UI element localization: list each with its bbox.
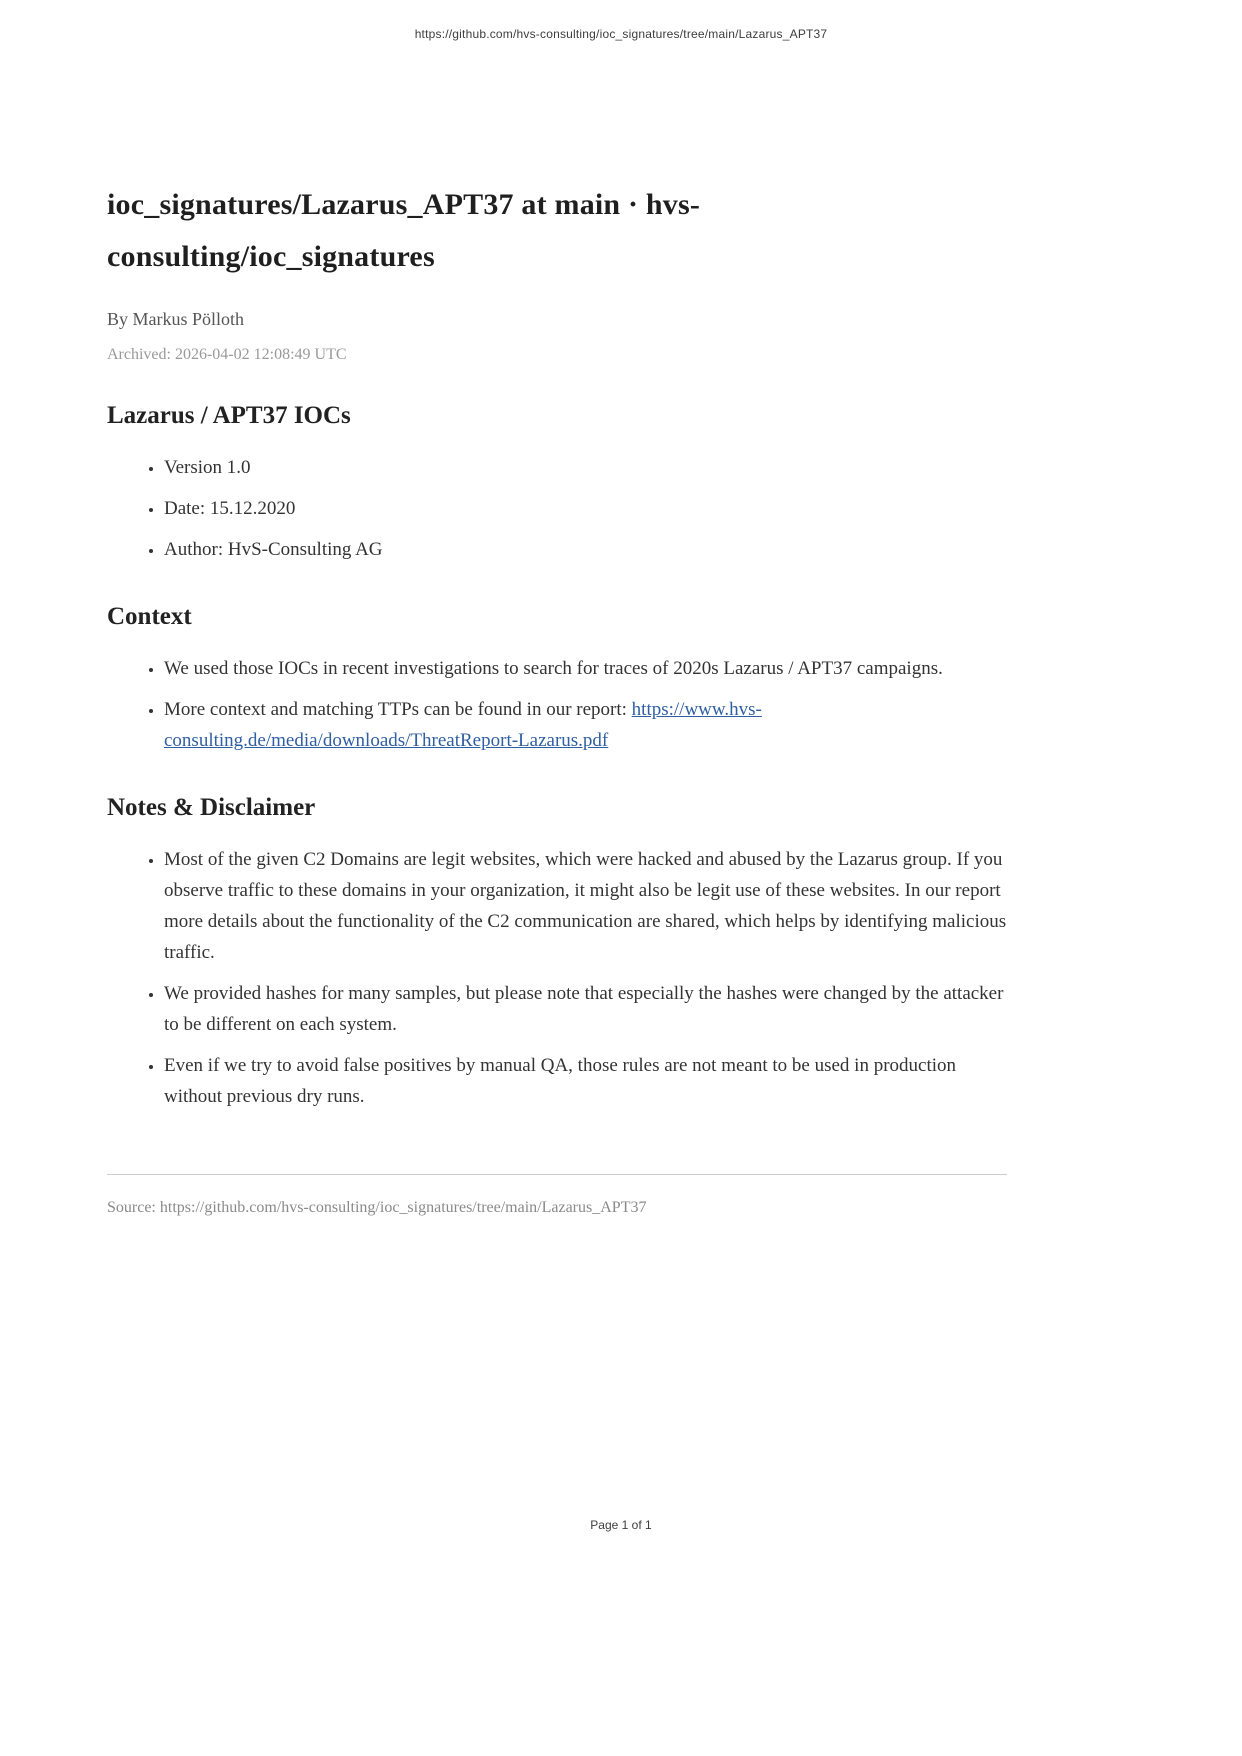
context-report-text: More context and matching TTPs can be found in our report: — [164, 699, 632, 720]
list-item: • Most of the given C2 Domains are legit websites, which were hacked and abused by the Lazarus group. If you observe traffic to these domains in your organization, it might also be legit use of these websites. In our report more details about the functionality of the C2 communication are shared, which helps by identifying malicious traffic. — [164, 844, 1007, 968]
byline: By Markus Pölloth — [107, 309, 245, 329]
document-content — [107, 41, 1007, 1217]
archived-timestamp: Archived: 2026-04-02 12:08:49 UTC — [107, 346, 347, 363]
ioc-list — [107, 452, 1007, 565]
divider — [107, 1174, 1007, 1175]
list-item: • We provided hashes for many samples, but please note that especially the hashes were changed by the attacker to be different on each system. — [164, 978, 1007, 1040]
context-list — [107, 653, 1007, 756]
print-header-url: https://github.com/hvs-consulting/ioc_signatures/tree/main/Lazarus_APT37 — [414, 27, 828, 41]
page-number: Page 1 of 1 — [590, 1518, 652, 1532]
heading-ioc-section: Lazarus / APT37 IOCs — [107, 402, 351, 429]
heading-notes-section: Notes & Disclaimer — [107, 794, 316, 821]
list-item: • Even if we try to avoid false positives by manual QA, those rules are not meant to be used in production without previous dry runs. — [164, 1050, 1007, 1112]
source-line: Source: https://github.com/hvs-consulting/ioc_signatures/tree/main/Lazarus_APT37 — [107, 1199, 647, 1216]
list-item: • We used those IOCs in recent investigations to search for traces of 2020s Lazarus / APT37 campaigns. — [164, 653, 1007, 684]
heading-context-section: Context — [107, 603, 192, 630]
notes-list — [107, 844, 1007, 1112]
list-item: • Author: HvS-Consulting AG — [164, 534, 1007, 565]
list-item — [164, 694, 1007, 756]
list-item: • Version 1.0 — [164, 452, 1007, 483]
page-title: ioc_signatures/Lazarus_APT37 at main · hvs-consulting/ioc_signatures — [107, 188, 701, 273]
list-item: • Date: 15.12.2020 — [164, 493, 1007, 524]
threat-report-link[interactable]: https://www.hvs-consulting.de/media/downloads/ThreatReport-Lazarus.pdf — [164, 699, 762, 751]
